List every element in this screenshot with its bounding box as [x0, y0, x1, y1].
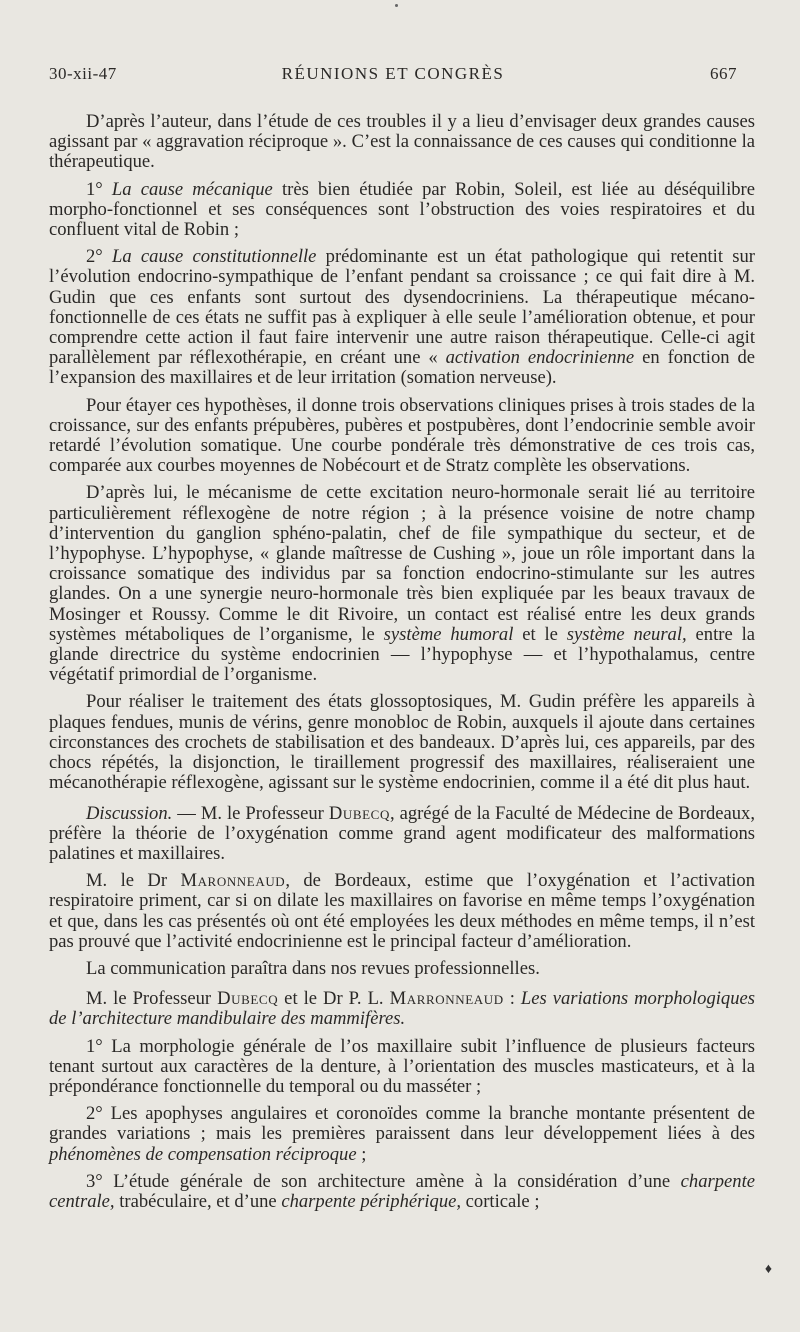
paragraph [49, 804, 755, 865]
text-segment: — M. le Professeur [172, 802, 329, 824]
text-segment: prédominante est un état pathologique qui retentit sur l’évolution endocrino-sympathique de l’enfant pendant sa croissance ; ce qui fait dire à M. Gudin que ces enfants sont surtout des dysendocriniens. La thérapeutique mécano-fonctionnelle de ces états ne suffit pas à expliquer à elle seule l’amélioration obtenue, et pour comprendre cette action il faut faire intervenir une autre raison thérapeutique. Celle-ci agit parallèlement par réflexothérapie, en créant une « [49, 246, 755, 369]
paragraph [49, 396, 755, 477]
paragraph [49, 247, 755, 388]
page-number: 667 [710, 64, 737, 83]
paragraph [49, 1172, 755, 1212]
document-body [49, 112, 755, 1219]
text-segment: 2° [86, 246, 112, 268]
text-segment: 1° La morphologie générale de l’os maxillaire subit l’influence de plusieurs facteurs tenant surtout aux caractères de la denture, à l’orientation des muscles masticateurs, et à la prépondérance fonctionnelle du temporal ou du masséter ; [49, 1035, 755, 1097]
paragraph [49, 483, 755, 685]
paragraph [49, 692, 755, 793]
text-segment: D’après lui, le mécanisme de cette excitation neuro-hormonale serait lié au territoire particulièrement réflexogène de notre région ; à la présence voisine de notre champ d’intervention du ganglion sphéno-palatin, chef de file sympathique du secteur, et de l’hypophyse. L’hypophyse, « glande maîtresse de Cushing », joue un rôle important dans la croissance somatique des individus par sa fonction endocrino-stimulante sur les autres glandes. On a une synergie neuro-hormonale très bien expliquée par les beaux travaux de Mosinger et Roussy. Comme le dit Rivoire, un contact est réalisé entre les deux grands systèmes métaboliques de l’organisme, le [49, 482, 755, 645]
text-segment: , de Bordeaux, estime que l’oxygénation et l’activation respiratoire priment, car si on dilate les maxillaires on favorise en même temps l’oxygénation et que, dans les cas présentés où ont été employées les deux méthodes en même temps, il n’est pas prouvé que l’activité endocrinienne est le principal facteur d’amélioration. [49, 870, 756, 952]
author-name: Dubecq [328, 802, 390, 824]
print-speck [395, 4, 398, 7]
author-name: Dubecq [217, 988, 279, 1010]
italic-text: La cause mécanique [111, 178, 273, 200]
italic-text: charpente périphérique, [281, 1190, 462, 1212]
text-segment: 1° [86, 178, 112, 200]
text-segment: trabéculaire, et d’une [114, 1190, 282, 1212]
paragraph [49, 112, 755, 173]
italic-text: Les variations morphologiques de l’architecture mandibulaire des mammifères. [49, 988, 755, 1030]
margin-mark: ♦ [764, 1262, 772, 1277]
text-segment: M. le Dr [86, 870, 181, 892]
text-segment: 3° L’étude générale de son architecture amène à la considération d’une [86, 1170, 681, 1192]
text-segment: en fonction de l’expansion des maxillaires et de leur irritation (somation nerveuse). [49, 347, 755, 389]
paragraph [49, 989, 755, 1029]
paragraph [49, 180, 755, 241]
italic-text: système neural, [566, 623, 687, 645]
text-segment: entre la glande directrice du système endocrinien — l’hypophyse — et l’hypothalamus, centre végétatif primordial de l’organisme. [49, 623, 755, 686]
italic-text: charpente centrale, [49, 1170, 755, 1212]
text-segment: La communication paraîtra dans nos revues professionnelles. [86, 957, 540, 979]
paragraph [49, 1037, 755, 1098]
text-segment: corticale ; [461, 1190, 540, 1212]
text-segment: : [503, 988, 521, 1010]
italic-text: La cause constitutionnelle [112, 246, 317, 268]
text-segment: M. le Professeur [86, 988, 218, 1010]
italic-text: Discussion. [86, 802, 173, 824]
text-segment: D’après l’auteur, dans l’étude de ces troubles il y a lieu d’envisager deux grandes causes agissant par « aggravation réciproque ». C’est la connaissance de ces causes qui conditionne la thérapeutique. [49, 111, 755, 173]
text-segment: Pour réaliser le traitement des états glossoptosiques, M. Gudin préfère les appareils à plaques fendues, munis de vérins, genre monobloc de Robin, auxquels il ajoute dans certaines circonstances des crochets de stabilisation et des bandeaux. D’après lui, ces appareils, par des chocs répétés, la disjonction, le tiraillement progressif des maxillaires, réaliseraient une mécanothérapie réflexogène, agissant sur le système endocrinien, comme il a été dit plus haut. [49, 691, 755, 794]
header-title: RÉUNIONS ET CONGRÈS [281, 64, 505, 83]
paragraph [49, 1104, 755, 1165]
author-name: Marronneaud [389, 988, 504, 1010]
italic-text: activation endocrinienne [445, 347, 635, 369]
running-header [49, 64, 737, 86]
italic-text: phénomènes de compensation réciproque [49, 1143, 357, 1165]
paragraph [49, 959, 755, 979]
text-segment: Pour étayer ces hypothèses, il donne trois observations cliniques prises à trois stades de la croissance, sur des enfants prépubères, pubères et postpubères, dont l’endocrinie semble avoir retardé l’évolution somatique. Une courbe pondérale très démonstrative de ces trois cas, comparée aux courbes moyennes de Nobécourt et de Stratz complète les observations. [49, 394, 755, 477]
text-segment: et le [513, 623, 567, 645]
text-segment: , agrégé de la Faculté de Médecine de Bordeaux, préfère la théorie de l’oxygénation comme grand agent modificateur des malformations palatines et maxillaires. [49, 802, 755, 864]
paragraph [49, 871, 755, 952]
text-segment: très bien étudiée par Robin, Soleil, est liée au déséquilibre morpho-fonctionnel et ses conséquences sont l’obstruction des voies respiratoires et du confluent vital de Robin ; [49, 178, 755, 241]
text-segment: et le Dr P. L. [278, 988, 390, 1010]
italic-text: système humoral [383, 623, 514, 645]
author-name: Maronneaud [180, 870, 286, 892]
text-segment: 2° Les apophyses angulaires et coronoïdes comme la branche montante présentent de grandes variations ; mais les premières paraissent dans leur développement liées à des [49, 1103, 755, 1145]
text-segment: ; [356, 1143, 367, 1165]
header-date: 30-xii-47 [49, 64, 117, 83]
